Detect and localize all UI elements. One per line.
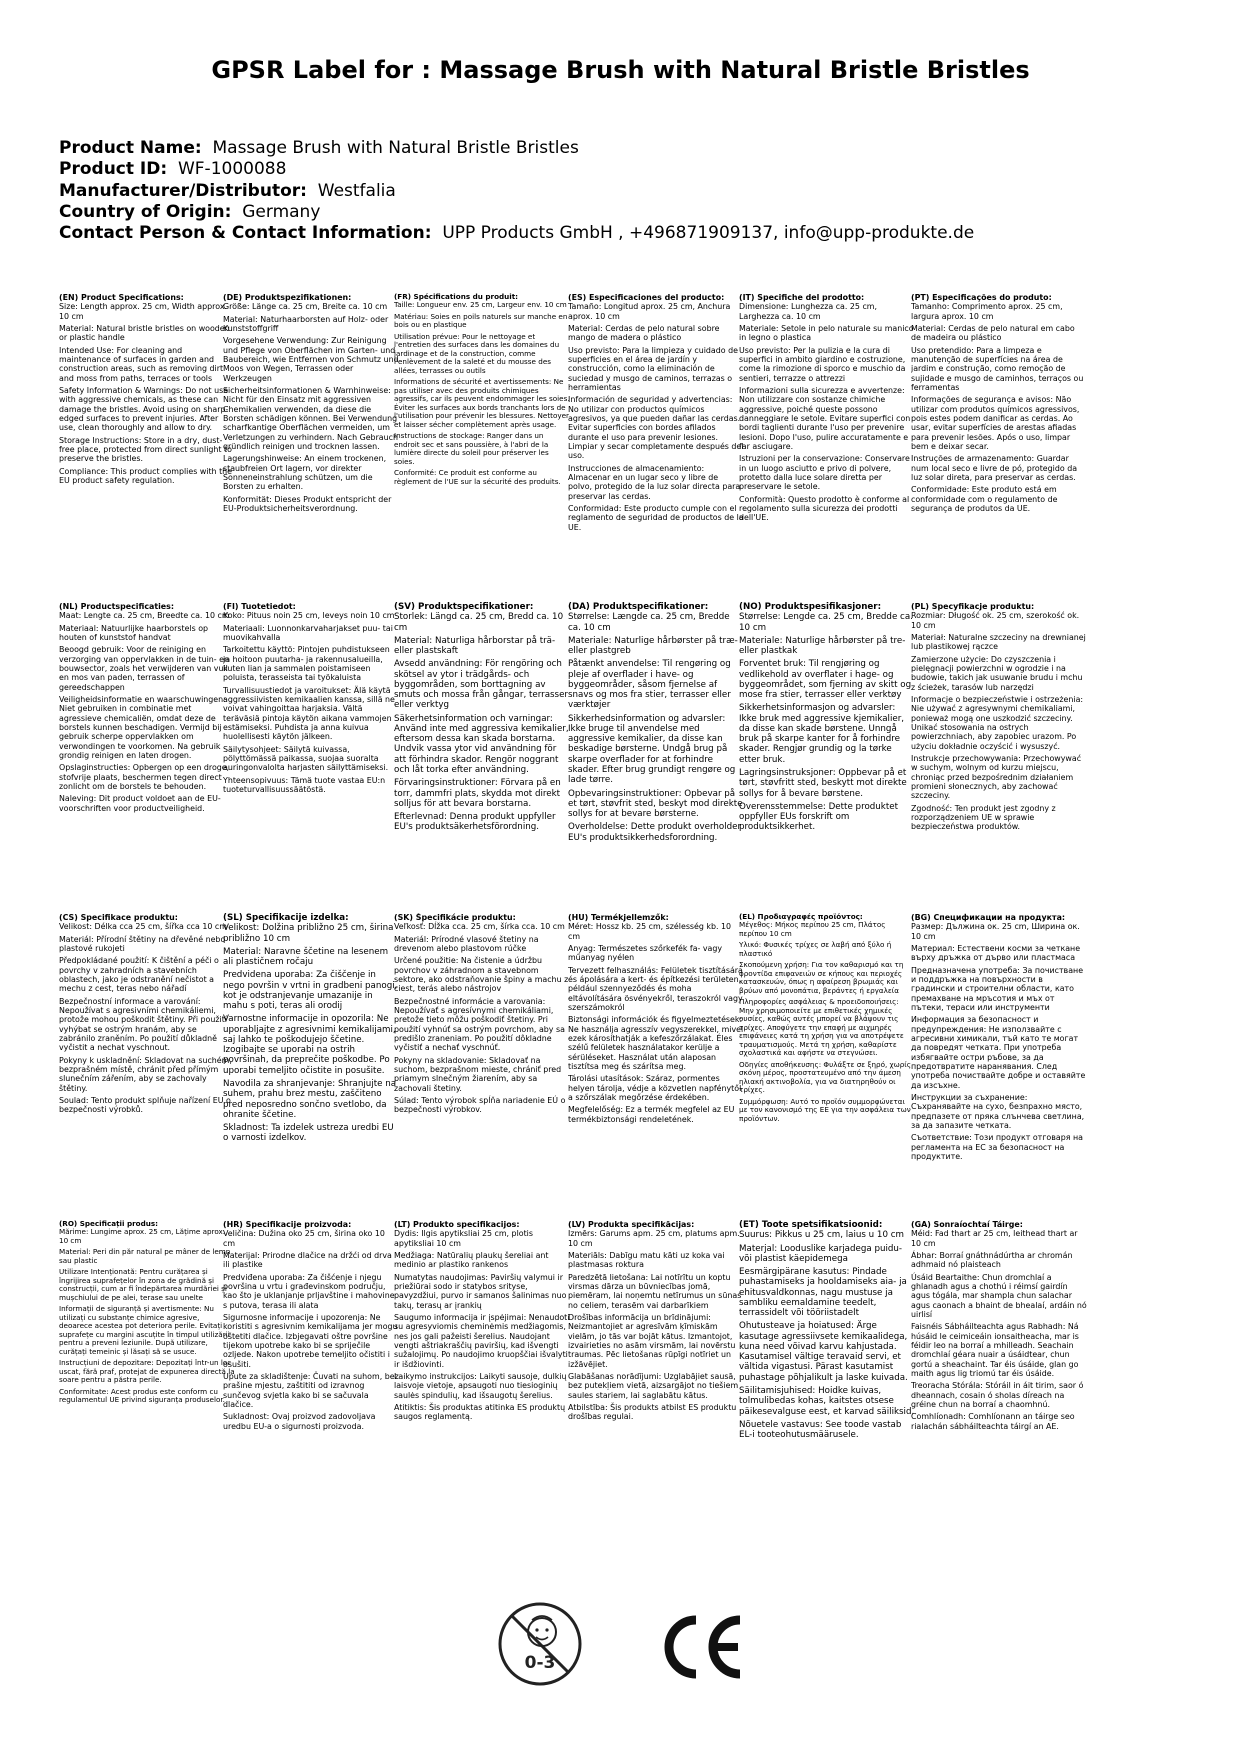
spec-section: Material: Peri din păr natural pe mâner de lemn sau plastic: [59, 1247, 231, 1265]
language-heading: (LV) Produkta specifikācijas:: [568, 1220, 695, 1229]
spec-section: Materjal: Looduslike karjadega puidu- või plastist käepidemega: [739, 1243, 903, 1264]
spec-section: Dydis: Ilgis apytiksliai 25 cm, plotis apytiksliai 10 cm: [394, 1229, 533, 1248]
language-block: [911, 602, 1087, 892]
language-block: [59, 602, 235, 892]
spec-section: Säkerhetsinformation och varningar: Använd inte med aggressiva kemikalier, eftersom dessa kan skada borstarna. Undvik vassa ytor vid användning för att förhindra skador. Rengör noggrant och låt torka efter användning.: [394, 713, 569, 775]
spec-section: Yhteensopivuus: Tämä tuote vastaa EU:n tuoteturvallisuussäätöstä.: [223, 775, 386, 794]
language-block: [911, 913, 1087, 1203]
spec-section: Sigurnosne informacije i upozorenja: Ne koristiti s agresivnim kemikalijama jer mogu oštetiti dlačice. Izbjegavati oštre površine tijekom upotrebe kako bi se spriječile ozljede. Nakon upotrebe temeljito očistiti i osušiti.: [223, 1312, 398, 1369]
info-label: Country of Origin:: [59, 201, 232, 222]
spec-section: Materiál: Prírodné vlasové štetiny na drevenom alebo plastovom rúčke: [394, 934, 539, 953]
spec-section: Drošības informācija un brīdinājumi: Neizmantojiet ar agresīvām ķīmiskām vielām, jo tās var bojāt kātus. Izmantojot, izvairieties no asām virsmām, lai novērstu traumas. Pēc lietošanas rūpīgi notīriet un izžāvējiet.: [568, 1312, 736, 1369]
spec-section: Μέγεθος: Μήκος περίπου 25 cm, Πλάτος περίπου 10 cm: [739, 920, 886, 938]
info-value: Westfalia: [317, 180, 396, 201]
contact-row: [59, 223, 1199, 244]
spec-section: Material: Natural bristle bristles on wooden or plastic handle: [59, 323, 230, 343]
page-title: GPSR Label for : Massage Brush with Natural Bristle Bristles: [211, 56, 1030, 84]
language-block: [568, 293, 744, 583]
spec-section: Anyag: Természetes szőrkefék fa- vagy műanyag nyélen: [568, 943, 723, 963]
language-heading: (ET) Toote spetsifikatsioonid:: [739, 1220, 883, 1230]
language-heading: (NL) Productspecificaties:: [59, 602, 175, 611]
language-heading: (SV) Produktspecifikationer:: [394, 602, 534, 612]
language-block: [223, 913, 399, 1203]
spec-section: Pokyny na skladovanie: Skladovať na suchom, bezprašnom mieste, chrániť pred priamym slnečným žiarením, aby sa zachovali štetiny.: [394, 1055, 562, 1093]
spec-section: Předpokládané použití: K čištění a péči o povrchy v zahradních a stavebních oblastech, jako je odstranění nečistot a mechu z cest, teras nebo nářadí: [59, 956, 219, 994]
language-block: [739, 1220, 915, 1510]
spec-section: Materiál: Přírodní štětiny na dřevěné nebo plastové rukojeti: [59, 934, 226, 953]
language-heading: (SL) Specifikacije izdelka:: [223, 913, 349, 923]
spec-section: Skladnost: Ta izdelek ustreza uredbi EU o varnosti izdelkov.: [223, 1123, 394, 1144]
spec-section: Material: Naturhaarborsten auf Holz- oder Kunststoffgriff: [223, 314, 389, 333]
spec-section: Størrelse: Lengde ca. 25 cm, Bredde ca. 10 cm: [739, 612, 913, 633]
spec-section: Πληροφορίες ασφάλειας & προειδοποιήσεις: Μην χρησιμοποιείτε με επιθετικές χημικές ουσίες, καθώς αυτές μπορεί να βλάψουν τις τρίχες. Αποφύγετε την επαφή με αιχμηρές επιφάνειες κατά τη χρήση για να αποτρέψετε τραυματισμούς. Μετά τη χρήση, καθαρίστε σχολαστικά και αφήστε να στεγνώσει.: [739, 997, 904, 1058]
spec-section: Mărime: Lungime aprox. 25 cm, Lățime aprox. 10 cm: [59, 1227, 226, 1245]
spec-section: Materiale: Naturlige hårbørster på træ- eller plastgreb: [568, 635, 738, 657]
spec-section: Uso previsto: Para la limpieza y cuidado de superficies en el área de jardín y construcción, como la eliminación de suciedad y musgo de caminos, terrazas o herramientas: [568, 345, 738, 392]
language-block: [59, 1220, 235, 1510]
product-name-row: [59, 138, 1199, 159]
spec-section: Tamaño: Longitud aprox. 25 cm, Anchura aprox. 10 cm: [568, 302, 731, 321]
spec-section: Informazioni sulla sicurezza e avvertenze: Non utilizzare con sostanze chimiche aggressive, poiché queste possono danneggiare le setole. Evitare superfici con bordi taglienti durante l'uso per prevenire lesioni. Dopo l'uso, pulire accuratamente e far asciugare.: [739, 385, 911, 451]
language-heading: (EL) Προδιαγραφές προϊόντος:: [739, 913, 863, 921]
spec-section: Informações de segurança e avisos: Não utilizar com produtos químicos agressivos, pois estes podem danificar as cerdas. Ao usar, evitar superfícies de arestas afiadas para prevenir lesões. Após o uso, limpar bem e deixar secar.: [911, 395, 1080, 451]
info-label: Contact Person & Contact Information:: [59, 223, 432, 244]
spec-section: Conformité: Ce produit est conforme au règlement de l'UE sur la sécurité des produits.: [394, 468, 561, 486]
language-block: [568, 913, 744, 1203]
language-block: [223, 602, 399, 892]
spec-section: Bezpečnostní informace a varování: Nepoužívat s agresivními chemikáliemi, protože mohou poškodit štětiny. Při použití vyhýbat se ostrým hranám, aby se zabránilo zraněním. Po použití důkladně vyčistit a nechat vyschnout.: [59, 996, 227, 1053]
spec-section: Koko: Pituus noin 25 cm, leveys noin 10 cm: [223, 611, 395, 621]
spec-section: Medžiaga: Natūralių plaukų šereliai ant medinio ar plastiko rankenos: [394, 1250, 549, 1270]
spec-section: Instrukcje przechowywania: Przechowywać w suchym, wolnym od kurzu miejscu, chroniąc przed bezpośrednim działaniem promieni słonecznych, aby zachować szczeciny.: [911, 753, 1082, 801]
spec-section: Förvaringsinstruktioner: Förvara på en torr, dammfri plats, skydda mot direkt solljus för att bevara borstarna.: [394, 778, 561, 809]
info-value: UPP Products GmbH , +496871909137, info@upp-produkte.de: [442, 223, 975, 244]
spec-section: Méid: Fad thart ar 25 cm, leithead thart ar 10 cm: [911, 1229, 1078, 1248]
spec-section: Materiāls: Dabīgu matu kāti uz koka vai plastmasas roktura: [568, 1250, 725, 1270]
spec-section: Información de seguridad y advertencias: No utilizar con productos químicos agresivos, ya que pueden dañar las cerdas. Evitar superficies con bordes afilados durante el uso para prevenir lesiones. Limpiar y secar completamente después del uso.: [568, 395, 744, 461]
language-heading: (DA) Produktspecifikationer:: [568, 602, 709, 612]
spec-section: Matériau: Soies en poils naturels sur manche en bois ou en plastique: [394, 311, 568, 330]
language-block: [394, 913, 570, 1203]
spec-section: Tarkoitettu käyttö: Pintojen puhdistukseen ja hoitoon puutarha- ja rakennusalueilla, kuten lian ja sammalen poistamiseen poluista, terasseista tai työkaluista: [223, 645, 390, 683]
spec-section: Safety Information & Warnings: Do not use with aggressive chemicals, as these can damage the bristles. Avoid using on sharp-edged surfaces to prevent injuries. After use, clean thoroughly and allow to dry.: [59, 385, 229, 433]
spec-section: Ábhar: Borraí gnáthnádúrtha ar chromán adhmaid nó plaisteach: [911, 1250, 1073, 1270]
spec-section: Utilisation prévue: Pour le nettoyage et l'entretien des surfaces dans les domaines du jardinage et de la construction, comme l'enlèvement de la saleté et du mousse des allées, terrasses ou outils: [394, 331, 560, 375]
spec-section: Material: Naravne ščetine na lesenem ali plastičnem ročaju: [223, 946, 389, 968]
age-label: 0-3: [524, 1653, 556, 1673]
language-heading: (RO) Specificații produs:: [59, 1220, 158, 1228]
ce-mark-icon: [660, 1612, 746, 1682]
spec-section: Glabāšanas norādījumi: Uzglabājiet sausā, bez putekļiem vietā, aizsargājot no tiešiem saules stariem, lai saglabātu kātus.: [568, 1371, 739, 1400]
spec-section: Materiaal: Natuurlijke haarborstels op houten of kunststof handvat: [59, 623, 209, 642]
spec-section: Uso previsto: Per la pulizia e la cura di superfici in ambito giardino e costruzione, come la rimozione di sporco e muschio da sentieri, terrazze o attrezzi: [739, 345, 906, 383]
spec-section: Materiał: Naturalne szczeciny na drewnianej lub plastikowej rączce: [911, 632, 1086, 652]
language-block: [568, 602, 744, 892]
spec-section: Materiale: Naturlige hårbørster på tre- eller plastkak: [739, 635, 906, 657]
language-heading: (SK) Špecifikácie produktu:: [394, 913, 516, 922]
spec-section: Numatytas naudojimas: Paviršių valymui ir priežiūrai sodo ir statybos srityse, pavyzdžiui, purvo ir samanos šalinimas nuo takų, terasų ar įrankių: [394, 1272, 567, 1310]
spec-section: Predviđena uporaba: Za čišćenje i njegu površina u vrtu i građevinskom području, kao što je uklanjanje prljavštine i mahovine s putova, terasa ili alata: [223, 1272, 395, 1310]
spec-section: Varnostne informacije in opozorila: Ne uporabljajte z agresivnimi kemikalijami, saj lahko te poškodujejo ščetine. Izogibajte se uporabi na ostrih površinah, da preprečite poškodbe. Po uporabi temeljito očistite in posušite.: [223, 1014, 396, 1076]
spec-section: Säilitamisjuhised: Hoidke kuivas, tolmulibedas kohas, kaitstes otsese päikesevalguse eest, et karvad säiliksid.: [739, 1385, 915, 1417]
spec-section: Instrucțiuni de depozitare: Depozitați într-un loc uscat, fără praf, protejat de expunerea directă la soare pentru a păstra perile.: [59, 1358, 235, 1385]
spec-section: Méret: Hossz kb. 25 cm, szélesség kb. 10 cm: [568, 922, 732, 941]
spec-section: Συμμόρφωση: Αυτό το προϊόν συμμορφώνεται με τον κανονισμό της ΕΕ για την ασφάλεια των προϊόντων.: [739, 1096, 911, 1123]
age-warning-0-3-icon: [496, 1600, 584, 1688]
spec-section: Tárolási utasítások: Száraz, pormentes helyen tárolja, védje a közvetlen napfénytől a szőrszálak megőrzése érdekében.: [568, 1074, 742, 1102]
spec-section: Dimensione: Lunghezza ca. 25 cm, Larghezza ca. 10 cm: [739, 302, 877, 321]
spec-section: Turvallisuustiedot ja varoitukset: Älä käytä aggressiivisten kemikaalien kanssa, sillä ne voivat vahingoittaa harjaksia. Vältä teräväsiä pintoja käytön aikana vammojen estämiseksi. Puhdista ja anna kuivua huolellisesti käytön jälkeen.: [223, 685, 395, 742]
language-block: [739, 602, 915, 892]
spec-section: Lagerungshinweise: An einem trockenen, staubfreien Ort lagern, vor direkter Sonneneinstrahlung schützen, um die Borsten zu erhalten.: [223, 454, 387, 492]
language-heading: (HU) Termékjellemzők:: [568, 913, 669, 922]
spec-section: Veličina: Dužina oko 25 cm, širina oko 10 cm: [223, 1229, 385, 1248]
spec-section: Säilytysohjeet: Säilytä kuivassa, pölyttömässä paikassa, suojaa suoralta auringonvalolta harjasten säilyttämiseksi.: [223, 744, 389, 773]
spec-section: Megfelelőség: Ez a termék megfelel az EU termékbiztonsági rendeletének.: [568, 1105, 735, 1124]
spec-section: Opbevaringsinstruktioner: Opbevar på et tørt, støvfrit sted, beskyt mod direkte sollys for at bevare børsterne.: [568, 788, 743, 820]
language-heading: (PT) Especificações do produto:: [911, 293, 1052, 302]
info-label: Manufacturer/Distributor:: [59, 180, 307, 201]
spec-section: Materijal: Prirodne dlačice na držći od drva ili plastike: [223, 1250, 392, 1270]
spec-section: Compliance: This product complies with the EU product safety regulation.: [59, 466, 233, 485]
language-heading: (LT) Produkto specifikacijos:: [394, 1220, 520, 1229]
spec-section: Størrelse: Længde ca. 25 cm, Bredde ca. 10 cm: [568, 612, 730, 633]
spec-section: Istruzioni per la conservazione: Conservare in un luogo asciutto e privo di polvere, protetto dalla luce solare diretta per preservare le setole.: [739, 454, 910, 492]
language-heading: (FI) Tuotetiedot:: [223, 602, 296, 611]
language-block: [223, 293, 399, 583]
language-heading: (CS) Specifikace produktu:: [59, 913, 178, 922]
spec-section: Avsedd användning: För rengöring och skötsel av ytor i trädgårds- och byggområden, som borttagning av smuts och mossa från gångar, terrasser eller verktyg: [394, 659, 568, 711]
info-value: Germany: [242, 201, 321, 222]
info-value: Massage Brush with Natural Bristle Bristles: [212, 138, 579, 158]
spec-section: Οδηγίες αποθήκευσης: Φυλάξτε σε ξηρό, χωρίς σκόνη μέρος, προστατευμένο από την άμεση ηλιακή ακτινοβολία, για να διατηρηθούν οι τρίχες.: [739, 1059, 911, 1095]
spec-section: Material: Cerdas de pelo natural em cabo de madeira ou plástico: [911, 323, 1075, 343]
spec-section: Sukladnost: Ovaj proizvod zadovoljava uredbu EU-a o sigurnosti proizvoda.: [223, 1412, 376, 1431]
language-block: [739, 293, 915, 583]
language-block: [59, 293, 235, 583]
spec-section: Nõuetele vastavus: See toode vastab EL-i tooteohutusmäärusele.: [739, 1419, 902, 1441]
spec-section: Atitiktis: Šis produktas atitinka ES produktų saugos reglamentą.: [394, 1402, 566, 1422]
spec-section: Instructions de stockage: Ranger dans un endroit sec et sans poussière, à l'abri de la lumière directe du soleil pour préserver les soies.: [394, 431, 549, 466]
spec-section: Storlek: Längd ca. 25 cm, Bredd ca. 10 cm: [394, 612, 564, 633]
info-label: Product ID:: [59, 159, 168, 180]
spec-section: Ohutusteave ja hoiatused: Ärge kasutage agressiivsete kemikaalidega, kuna need võivad karvu kahjustada. Kasutamisel vältige teravaid servi, et vältida vigastusi. Pärast kasutamist puhastage põhjalikult ja laske kuivada.: [739, 1321, 908, 1383]
language-heading: (EN) Product Specifications:: [59, 293, 184, 302]
language-heading: (FR) Spécifications du produit:: [394, 293, 519, 301]
spec-section: Größe: Länge ca. 25 cm, Breite ca. 10 cm: [223, 302, 388, 312]
spec-section: Zamierzone użycie: Do czyszczenia i pielęgnacji powierzchni w ogrodzie i na budowie, takich jak usuwanie brudu i mchu z ścieżek, tarasów lub narzędzi: [911, 654, 1083, 692]
spec-section: Предназначена употреба: За почистване и поддръжка на повърхности в градински и строителни области, като премахване на мръсотия и мъх от пътеки, тераси или инструменти: [911, 965, 1084, 1012]
spec-section: Opslaginstructies: Opbergen op een droge, stofvrije plaats, beschermen tegen direct zonlicht om de borstels te behouden.: [59, 763, 230, 791]
info-label: Product Name:: [59, 138, 202, 158]
spec-section: Paredzētā lietošana: Lai notīrītu un koptu virsmas dārza un būvniecības jomā, piemēram, lai noņemtu netīrumus un sūnas no celiem, terasēm vai darbarīkiem: [568, 1272, 742, 1310]
spec-section: Material: Cerdas de pelo natural sobre mango de madera o plástico: [568, 323, 720, 343]
spec-section: Naleving: Dit product voldoet aan de EU-voorschriften voor productveiligheid.: [59, 794, 221, 813]
spec-section: Veľkosť: Dĺžka cca. 25 cm, šírka cca. 10 cm: [394, 922, 565, 932]
spec-section: Conformidad: Este producto cumple con el reglamento de seguridad de productos de la UE.: [568, 503, 744, 532]
spec-section: Sikkerhetsinformasjon og advarsler: Ikke bruk med aggressive kjemikalier, da disse kan skade børstene. Unngå bruk på skarpe kanter for å forhindre skader. Rengjør grundig og la tørke etter bruk.: [739, 703, 905, 765]
spec-section: Comhlíonadh: Comhlíonann an táirge seo rialachán sábháilteachta táirgí an AE.: [911, 1412, 1075, 1431]
spec-section: Saugumo informacija ir įspėjimai: Nenaudoti su agresyviomis cheminėmis medžiagomis, nes jos gali pažeisti šerelius. Naudojant vengti aštriakraščių paviršių, kad išvengti sužalojimų. Po naudojimo kruopščiai išvalyti ir išdžiovinti.: [394, 1312, 570, 1369]
spec-section: Intended Use: For cleaning and maintenance of surfaces in garden and construction areas, such as removing dirt and moss from paths, terraces or tools: [59, 345, 224, 383]
spec-section: Úsáid Beartaithe: Chun dromchlaí a ghlanadh agus a chothú i réimsí gairdín agus tógála, mar shampla chun salachar agus caonach a bhaint de bhealaí, ardáin nó uirlisí: [911, 1272, 1087, 1319]
language-block: [568, 1220, 744, 1510]
spec-section: Pokyny k uskladnění: Skladovat na suchém, bezprašném místě, chránit před přímým slunečním zářením, aby se zachovaly štětiny.: [59, 1055, 232, 1093]
language-block: [911, 293, 1087, 583]
spec-section: Informații de siguranță și avertismente: Nu utilizați cu substanțe chimice agresive, deoarece acestea pot deteriora perile. Evitați suprafețe cu margini ascuțite în timpul utilizării pentru a preveni leziunile. După utilizare, curățați temeinic și lăsați să se usuce.: [59, 1304, 230, 1356]
product-id-row: [59, 159, 1199, 180]
language-block: [59, 913, 235, 1203]
country-row: [59, 202, 1199, 223]
spec-section: Bezpečnostné informácie a varovania: Nepoužívať s agresívnymi chemikáliami, pretože tieto môžu poškodiť štetiny. Pri použití vyhnúť sa ostrým povrchom, aby sa predišlo zraneniam. Po použití dôkladne vyčistiť a nechať vyschnúť.: [394, 996, 565, 1053]
language-heading: (PL) Specyfikacje produktu:: [911, 602, 1035, 611]
language-heading: (NO) Produktspesifikasjoner:: [739, 602, 882, 612]
spec-section: Suurus: Pikkus u 25 cm, laius u 10 cm: [739, 1230, 904, 1241]
spec-section: Soulad: Tento produkt splňuje nařízení EU o bezpečnosti výrobků.: [59, 1095, 231, 1115]
spec-section: Velikost: Dolžina približno 25 cm, širina približno 10 cm: [223, 923, 394, 944]
spec-section: Σκοπούμενη χρήση: Για τον καθαρισμό και τη φροντίδα επιφανειών σε κήπους και περιοχές κατασκευών, όπως η αφαίρεση βρωμιάς και βρύων από μονοπάτια, βεράντες ή εργαλεία: [739, 960, 904, 995]
spec-section: Forventet bruk: Til rengjøring og vedlikehold av overflater i hage- og byggeområdet, som fjerning av skitt og mose fra stier, terrasser eller verktøy: [739, 659, 912, 701]
spec-section: Размер: Дължина ок. 25 cm, Ширина ок. 10 cm: [911, 922, 1080, 941]
spec-section: Biztonsági információk és figyelmeztetések: Ne használja agresszív vegyszerekkel, mivel ezek károsíthatják a kefeszőrzálakat. Éles szélű felületek használatakor kerülje a sérüléseket. Használat után alaposan tisztítsa meg és szárítsa meg.: [568, 1015, 744, 1071]
spec-section: Súlad: Tento výrobok spĺňa nariadenie EÚ o bezpečnosti výrobkov.: [394, 1095, 566, 1115]
language-heading: (IT) Specifiche del prodotto:: [739, 293, 865, 302]
spec-section: Konformität: Dieses Produkt entspricht der EU-Produktsicherheitsverordnung.: [223, 494, 392, 513]
language-heading: (GA) Sonraíochtaí Táirge:: [911, 1220, 1023, 1229]
spec-section: Laikymo instrukcijos: Laikyti sausoje, dulkių laisvoje vietoje, apsaugoti nuo tiesioginių saulės spindulių, kad išsaugotų šerelius.: [394, 1371, 567, 1400]
spec-section: Utilizare Intenționată: Pentru curățarea și îngrijirea suprafețelor în zona de grădină și construcții, cum ar fi îndepărtarea murdăriei și mușchiului de pe alei, terase sau unelte: [59, 1267, 227, 1302]
spec-section: Instruções de armazenamento: Guardar num local seco e livre de pó, protegido da luz solar direta, para preservar as cerdas.: [911, 454, 1078, 482]
spec-section: Conformitate: Acest produs este conform cu regulamentul UE privind siguranța produselor.: [59, 1386, 225, 1405]
spec-section: Informacje o bezpieczeństwie i ostrzeżenia: Nie używać z agresywnymi chemikaliami, ponieważ mogą one uszkodzić szczeciny. Unikać stosowania na ostrych powierzchniach, aby zapobiec urazom. Po użyciu dokładnie oczyścić i wysuszyć.: [911, 694, 1084, 751]
spec-section: Materiale: Setole in pelo naturale su manico in legno o plastica: [739, 323, 914, 343]
spec-section: Lagringsinstruksjoner: Oppbevar på et tørt, støvfritt sted, beskytt mot direkte sollys for å bevare børstene.: [739, 767, 907, 799]
spec-section: Съответствие: Този продукт отговаря на регламента на ЕС за безопасност на продуктите.: [911, 1133, 1083, 1161]
spec-section: Информация за безопасност и предупреждения: Не използвайте с агресивни химикали, тъй като те могат да повредят четката. При употреба избягвайте остри ръбове, за да предотвратите наранявания. След употреба почиствайте добре и оставяйте да изсъхне.: [911, 1015, 1086, 1090]
spec-section: Beoogd gebruik: Voor de reiniging en verzorging van oppervlakken in de tuin- en bouwsector, zoals het verwijderen van vuil en mos van paden, terrassen of gereedschappen: [59, 645, 230, 692]
language-heading: (ES) Especificaciones del producto:: [568, 293, 725, 302]
spec-section: Upute za skladištenje: Čuvati na suhom, bez prašine mjestu, zaštititi od izravnog sunčevog svjetla kako bi se sačuvala dlačice.: [223, 1371, 399, 1409]
language-block: [223, 1220, 399, 1510]
spec-section: Vorgesehene Verwendung: Zur Reinigung und Pflege von Oberflächen im Garten- und Baubereich, wie Entfernen von Schmutz und Moos von Wegen, Terrassen oder Werkzeugen: [223, 336, 399, 383]
spec-section: Eesmärgipärane kasutus: Pindade puhastamiseks ja hooldamiseks aia- ja ehitusvaldkonnas, nagu mustuse ja sambliku eemaldamine teedelt, terrassidelt või tööriistadelt: [739, 1267, 907, 1319]
spec-section: Instrucciones de almacenamiento: Almacenar en un lugar seco y libre de polvo, protegido de la luz solar directa para preservar las cerdas.: [568, 463, 741, 501]
spec-section: Tamanho: Comprimento aprox. 25 cm, largura aprox. 10 cm: [911, 302, 1063, 321]
spec-section: Informations de sécurité et avertissements: Ne pas utiliser avec des produits chimiques agressifs, car ils peuvent endommager les soies. Éviter les surfaces aux bords tranchants lors de l'utilisation pour prévenir les blessures. Nettoyer et laisser sécher complètement après usage.: [394, 377, 570, 429]
spec-section: Tervezett felhasználás: Felületek tisztítására és ápolására a kert- és építkezési területen, például szennyeződés és moha eltávolítására ösvényekről, teraszokról vagy szerszámokról: [568, 965, 743, 1012]
spec-section: Conformidade: Este produto está em conformidade com o regulamento de segurança de produtos da UE.: [911, 485, 1058, 513]
spec-section: Velikost: Délka cca 25 cm, šířka cca 10 cm: [59, 922, 227, 932]
spec-section: Atbilstība: Šis produkts atbilst ES produktu drošības regulai.: [568, 1402, 737, 1422]
spec-section: Υλικό: Φυσικές τρίχες σε λαβή από ξύλο ή πλαστικό: [739, 940, 892, 958]
spec-section: Size: Length approx. 25 cm, Width approx. 10 cm: [59, 302, 227, 321]
spec-section: Sicherheitsinformationen & Warnhinweise: Nicht für den Einsatz mit aggressiven Chemikalien verwenden, da diese die Borsten schädigen können. Bei Verwendung scharfkantige Oberflächen vermeiden, um Verletzungen zu verhindern. Nach Gebrauch gründlich reinigen und trocknen lassen.: [223, 385, 398, 451]
spec-section: Påtænkt anvendelse: Til rengøring og pleje af overflader i have- og byggeområder, såsom fjernelse af snavs og mos fra stier, terrasser eller værktøjer: [568, 659, 731, 711]
language-heading: (DE) Produktspezifikationen:: [223, 293, 352, 302]
spec-section: Материал: Естествени косми за четкане върху дръжка от дърво или пластмаса: [911, 943, 1081, 963]
language-heading: (BG) Спецификации на продукта:: [911, 913, 1066, 922]
language-heading: (HR) Specifikacije proizvoda:: [223, 1220, 352, 1229]
language-block: [739, 913, 915, 1203]
info-value: WF-1000088: [177, 159, 287, 180]
spec-section: Materiaali: Luonnonkarvaharjakset puu- tai muovikahvalla: [223, 623, 393, 642]
spec-section: Navodila za shranjevanje: Shranjujte na suhem, prahu brez mestu, zaščiteno pred neposredno sončno svetlobo, da ohranite ščetine.: [223, 1078, 397, 1120]
spec-section: Storage Instructions: Store in a dry, dust-free place, protected from direct sunlight to preserve the bristles.: [59, 435, 232, 464]
compliance-icons: [0, 1600, 1241, 1710]
spec-section: Инструкции за съхранение: Съхранявайте на сухо, безпрахно място, предпазете от пряка слънчева светлина, за да запазите четката.: [911, 1092, 1085, 1130]
spec-section: Conformità: Questo prodotto è conforme al regolamento sulla sicurezza dei prodotti dell'UE.: [739, 494, 910, 523]
product-info: [59, 138, 1199, 244]
spec-section: Rozmiar: Długość ok. 25 cm, szerokość ok. 10 cm: [911, 611, 1080, 630]
language-block: [394, 602, 570, 892]
spec-section: Určené použitie: Na čistenie a údržbu povrchov v záhradnom a stavebnom sektore, ako odstraňovanie špiny a machu z ciest, terás alebo nástrojov: [394, 956, 569, 994]
spec-section: Efterlevnad: Denna produkt uppfyller EU's produktsäkerhetsförordning.: [394, 812, 556, 833]
spec-section: Maat: Lengte ca. 25 cm, Breedte ca. 10 cm: [59, 611, 230, 621]
spec-section: Uso pretendido: Para a limpeza e manutenção de superfícies na área de jardim e construção, como remoção de sujidade e musgo de caminhos, terraços ou ferramentas: [911, 345, 1084, 392]
spec-section: Overholdelse: Dette produkt overholder EU's produktsikkerhedsforordning.: [568, 822, 742, 843]
spec-section: Sikkerhedsinformation og advarsler: Ikke bruge til anvendelse med aggressive kemikalier, da disse kan beskadige børsterne. Undgå brug på skarpe overflader for at forhindre skader. Efter brug grundigt rengøre og lade tørre.: [568, 713, 736, 786]
spec-section: Overensstemmelse: Dette produktet oppfyller EUs forskrift om produktsikkerhet.: [739, 801, 898, 833]
spec-section: Zgodność: Ten produkt jest zgodny z rozporządzeniem UE w sprawie bezpieczeństwa produktów.: [911, 803, 1056, 832]
spec-section: Veiligheidsinformatie en waarschuwingen: Niet gebruiken in combinatie met agressieve chemicaliën, omdat deze de borstels kunnen beschadigen. Vermijd bij gebruik scherpe oppervlakken om verwondingen te voorkomen. Na gebruik grondig reinigen en laten drogen.: [59, 694, 226, 760]
spec-section: Taille: Longueur env. 25 cm, Largeur env. 10 cm: [394, 300, 567, 310]
spec-section: Predvidena uporaba: Za čiščenje in nego površin v vrtni in gradbeni panogi, kot je odstranjevanje umazanije in mahu s poti, teras ali orodij: [223, 970, 398, 1012]
language-block: [911, 1220, 1087, 1510]
spec-section: Izmērs: Garums apm. 25 cm, platums apm. 10 cm: [568, 1229, 740, 1248]
spec-section: Material: Naturliga hårborstar på trä- eller plastskaft: [394, 635, 556, 657]
spec-section: Treoracha Stórála: Stóráil in áit tirim, saor ó dheannach, cosain ó sholas díreach na gréine chun na borraí a chaomhnú.: [911, 1381, 1084, 1409]
language-block: [394, 293, 570, 583]
spec-section: Faisnéis Sábháilteachta agus Rabhadh: Ná húsáid le ceimiceáin ionsaitheacha, mar is féidir leo na borraí a mhilleadh. Seachain dromchlaí géara nuair a úsáidtear, chun gortú a sheachaint. Tar éis úsáide, glan go maith agus lig triomú tar éis úsáide.: [911, 1322, 1079, 1378]
language-block: [394, 1220, 570, 1510]
manufacturer-row: [59, 181, 1199, 202]
